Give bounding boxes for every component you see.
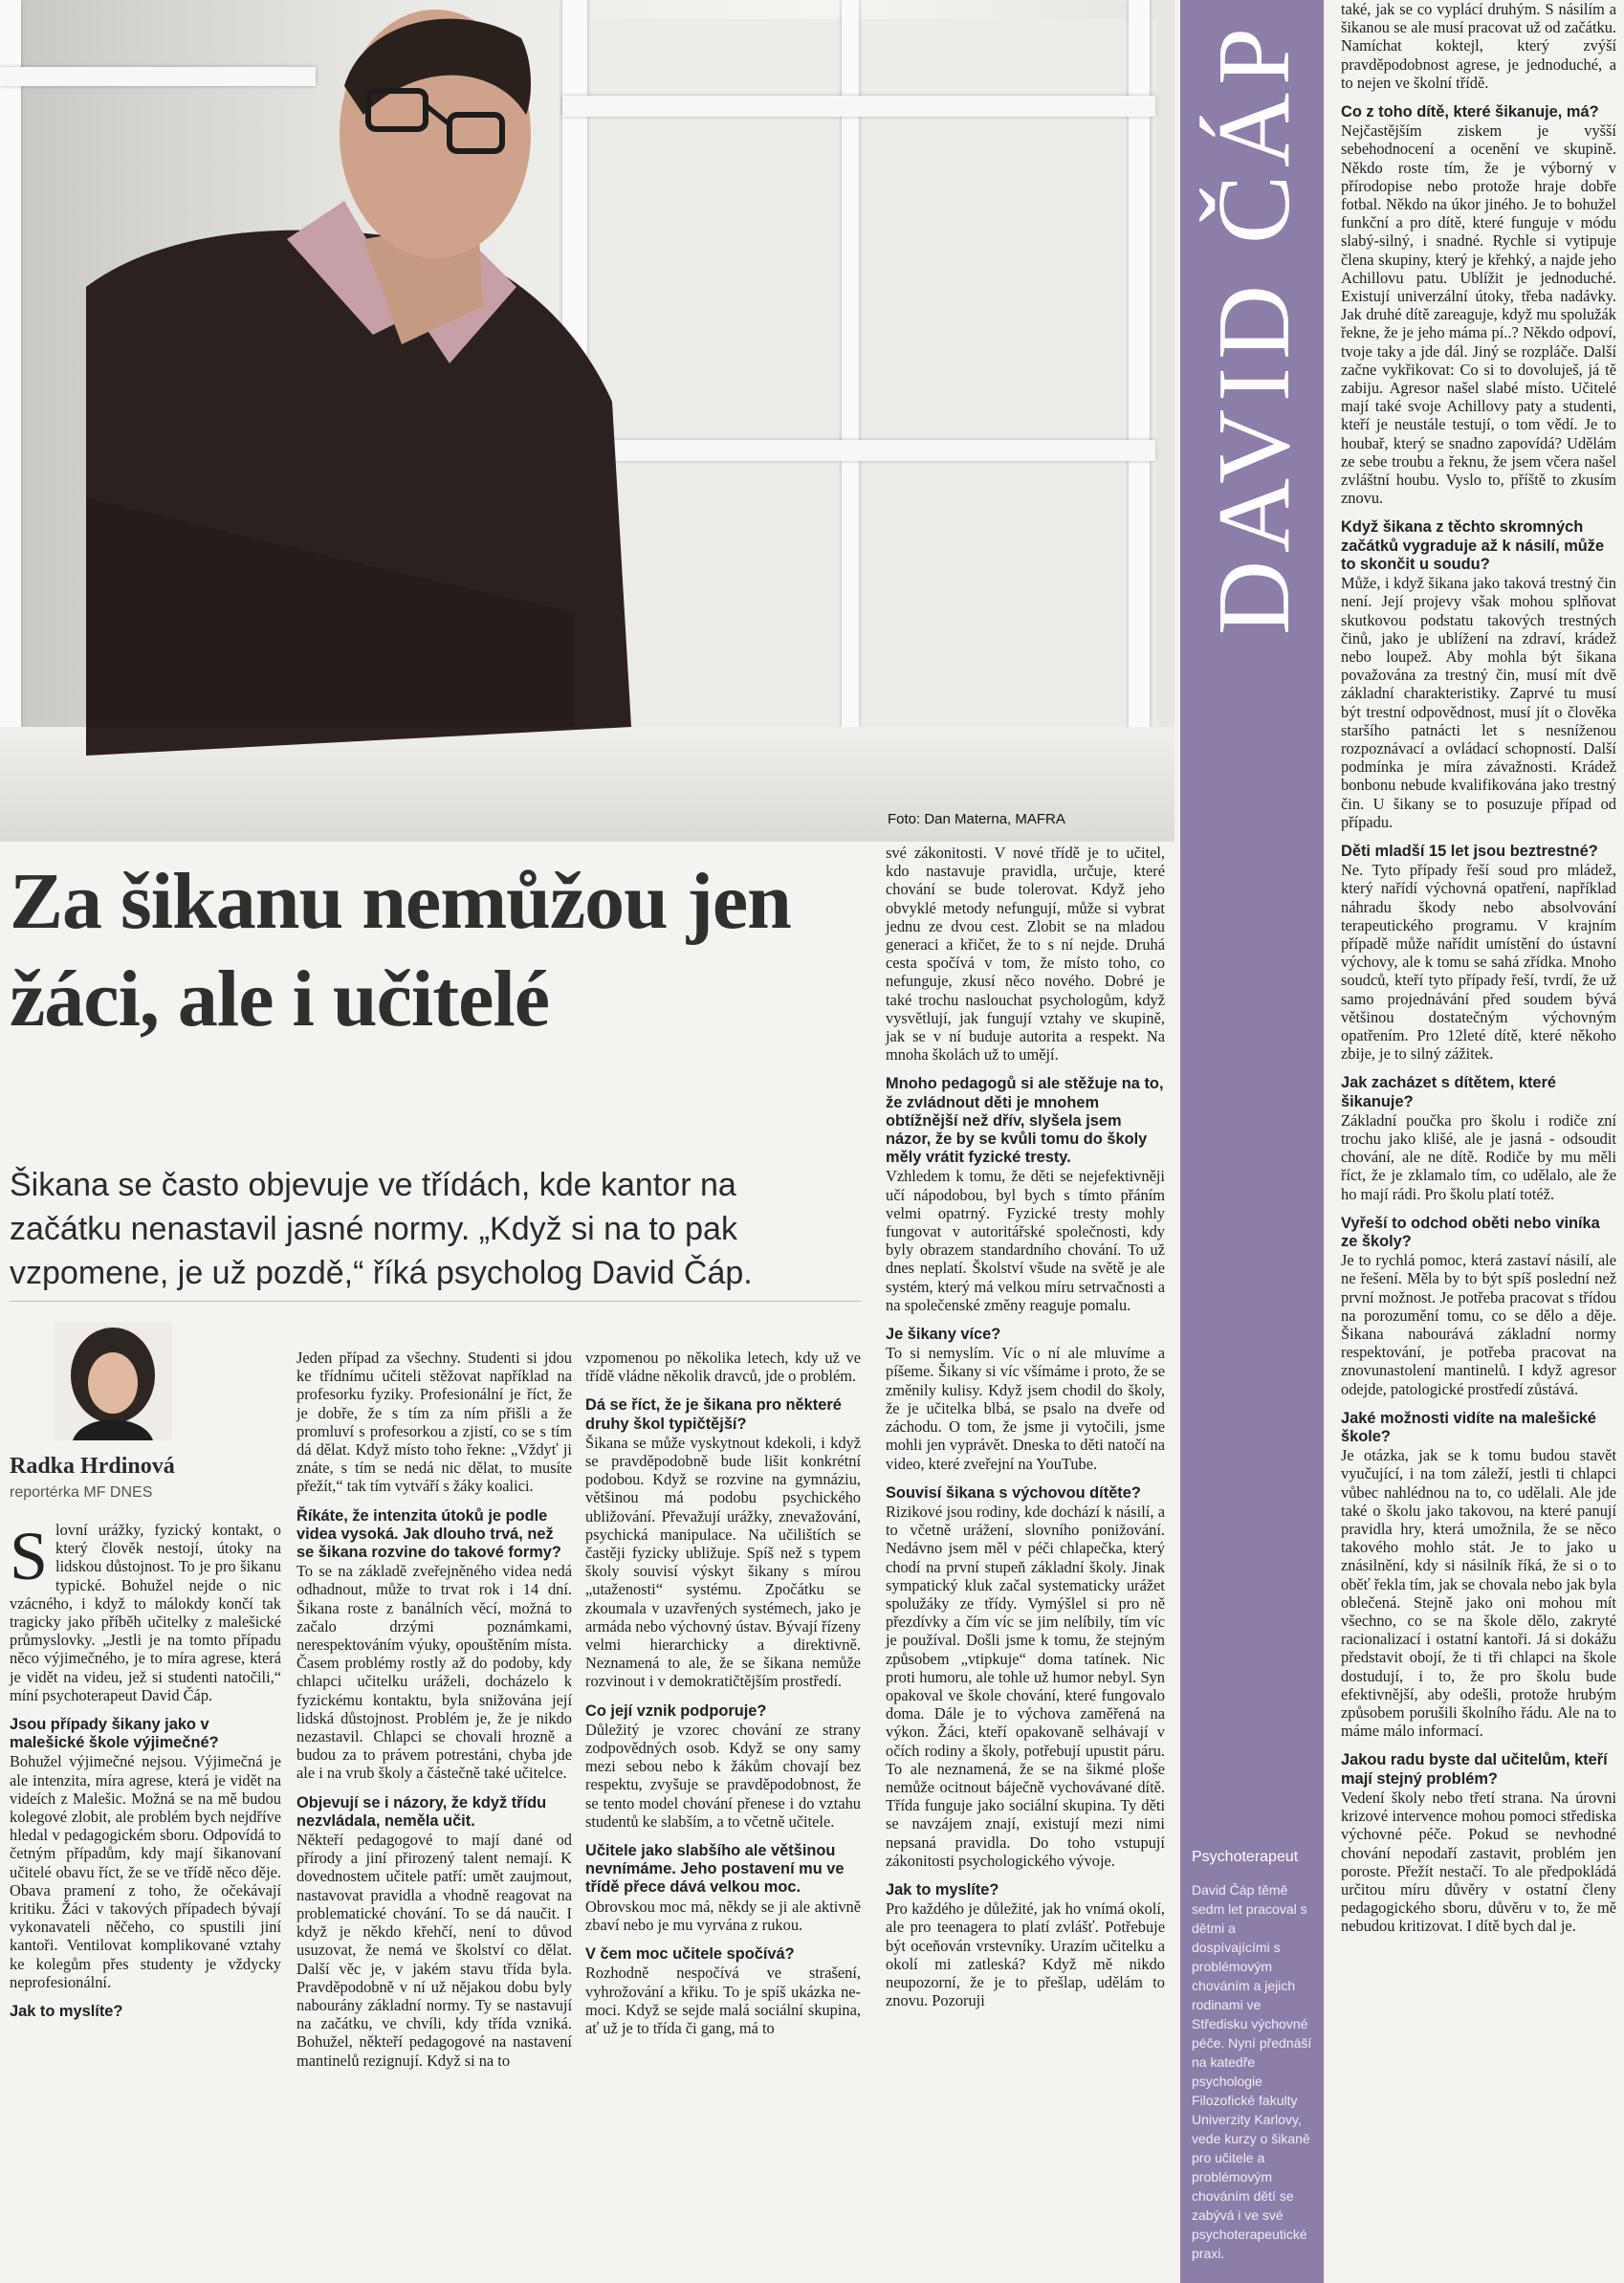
divider: [10, 1301, 861, 1302]
text-column-3: [585, 1349, 861, 2037]
answer: Důležitý je vzorec chování ze strany zodpovědných osob. Když se ony samy mezi sebou nebo k žákům chovají bez respektu, zvyšuje se pravděpodobnost, že se tento model chování přenese i do vztahu studentů ke slabším, a to včetně učitele.: [585, 1720, 861, 1831]
author-name: Radka Hrdinová: [10, 1454, 175, 1479]
text-column-5: [1341, 0, 1616, 1936]
answer: své zákonitosti. V nové třídě je to učitel, kdo nastavuje pravidla, určuje, které chování se bude tolerovat. Když jeho obvyklé metody nefungují, může si vybrat jednu ze dvou cest. Zlobit se na mladou generaci a křičet, že to s ní nejde. Druhá cesta spočívá v tom, že místo toho, co nefunguje, zkusí něco nového. Dobré je také trochu naslouchat psychologům, když vysvětlují, jak fungují vztahy ve skupině, jak se v ní buduje autorita a respekt. Na mnoha školách už to umějí.: [886, 844, 1165, 1065]
question: Jak zacházet s dítětem, které šikanuje?: [1341, 1074, 1557, 1110]
answer: Může, i když šikana jako taková trestný čin není. Její projevy však mohou splňovat skutkovou podstatu takových trestných činů, jako je ublížení na zdraví, krádež nebo loupež. Aby mohla být šikana považována za trestný čin, musí mít dvě základní charakteristiky. Zaprvé tu musí být trestní odpovědnost, musí jít o člověka staršího patnácti let s nesníženou rozpoznávací a ovládací schopností. Další podmínka je míra závažnosti. Krádež bonbonu nebude kvalifikována jako trestný čin. U šikany se to posuzuje případ od případu.: [1341, 574, 1616, 831]
sidebar-label: Psychoterapeut: [1192, 1849, 1299, 1865]
question: V čem moc učitele spočívá?: [585, 1945, 795, 1964]
question: Jakou radu byste dal učitelům, kteří mají stejný problém?: [1341, 1751, 1608, 1788]
answer: Šikana se může vyskytnout kdekoli, i když se pravděpodobně bude lišit konkrétní podobou. Když se rozvine na gymnáziu, většinou má podobu psychického ubližování. Převažují urážky, znevažování, psychická manipulace. Na učilištích se častěji fyzicky ubližuje. Spíš než s typem školy souvisí výskyt šikany s mírou „utaženosti“ systému. Zpočátku se zkoumala v uzavřených systémech, jako je armáda nebo výchovný ústav. Bývají řízeny velmi hierarchicky a direktivně. Neznamená to ale, že se šikana nemůže rozvinout i v demokratičtějším prostředí.: [585, 1433, 861, 1691]
question: Jaké možnosti vidíte na malešické škole?: [1341, 1409, 1596, 1446]
answer: To si nemyslím. Víc o ní ale mluvíme a píšeme. Šikany si víc všímáme i proto, že se změnily kulisy. Když jsem chodil do školy, že je učitelka blbá, se psalo na dveře od záchodu. O tom, že jsme ji vytočili, jsme mohli jen vyprávět. Dneska to děti natočí na video, které zveřejní na YouTube.: [886, 1344, 1165, 1473]
answer: Obrovskou moc má, někdy se ji ale aktivně zbaví nebo je mu vyrvána z rukou.: [585, 1897, 861, 1934]
question: Vyřeší to odchod oběti nebo viníka ze školy?: [1341, 1214, 1600, 1250]
article-photo: [0, 0, 1174, 842]
question: Mnoho pedagogů si ale stěžuje na to, že zvládnout děti je mnohem obtížnější než dřív, slyšela jsem názor, že by se kvůli tomu do školy měly vrátit fyzické tresty.: [886, 1075, 1164, 1167]
answer: Rozhodně nespočívá ve strašení, vyhrožování a křiku. To je spíš ukázka ne-moci. Když se sejde malá sociální skupina, ať už je to třída či gang, má to: [585, 1964, 861, 2037]
answer: vzpomenou po několika letech, kdy už ve třídě vládne několik dravců, jde o problém.: [585, 1349, 861, 1386]
answer: Nejčastějším ziskem je vyšší sebehodnocení a ocenění ve skupině. Někdo roste tím, že je výborný v přírodopise nebo protože hraje dobře fotbal. Někdo na úkor jiného. Je to bohužel funkční a pro dítě, které funguje v módu slabý-silný, i snadné. Rychle si vytipuje člena skupiny, který je křehký, a najde jeho Achillovu patu. Ublížit je jednoduché. Existují univerzální útoky, třeba nadávky. Jak druhé dítě zareaguje, když mu spolužák řekne, že je jeho máma pí..? Někdo odpoví, tvoje taky a jde dál. Jiný se rozpláče. Další začne vykřikovat: Co si to dovoluješ, já tě zabiju. Agresor našel slabé místo. Učitelé mají také svoje Achillovy paty a studenti, kteří je neustále testují, o tom vědí. Je to houbař, který se snadno zapovídá? Udělám ze sebe troubu a řeknu, že jsem včera našel zvláštní houbu. Vyslo to, příště to zkusím znovu.: [1341, 121, 1616, 508]
answer: Bohužel výjimečné nejsou. Výjimečná je ale intenzita, míra agrese, která je vidět na videích z Malešic. Možná se na mě budou kolegové zlobit, ale problém bych nejdříve hledal v pedagogickém sboru. Odpovídá to četným případům, kdy mají šikanovaní učitelé obavu říct, že se ve třídě něco děje. Obava pramení z toho, že očekávají kritiku. Žáci v takových případech bývají vykonavateli něčeho, co spustili jiní kantoři. Ventilovat komplikované vztahy ke kolegům přes studenty je vždycky neprofesionální.: [10, 1752, 281, 1991]
answer: Vedení školy nebo třetí strana. Na úrovni krizové intervence mohou pomoci střediska výchovné péče. Pokud se nevhodné chování nepodaří zastavit, problém jen poroste. Přežít nestačí. To ale předpokládá určitou míru důvěry v ostatní členy pedagogického sboru, důvěru v to, že mě nebudou kritizovat. I dítě bych dal je.: [1341, 1788, 1616, 1936]
text-column-2: [296, 1349, 572, 2070]
answer: Vzhledem k tomu, že děti se nejefektivněji učí nápodobou, byl bych s tímto přáním velmi opatrný. Fyzické tresty mohly fungovat v autoritářské společnosti, kdy byly obrazem standardního chování. To už dnes neplatí. Školství všude na světě je ale systém, který má velkou míru setrvačnosti a na společenské změny reaguje pomalu.: [886, 1167, 1165, 1314]
question: Dá se říct, že je šikana pro některé druhy škol typičtější?: [585, 1396, 842, 1433]
question: Říkáte, že intenzita útoků je podle videa vysoká. Jak dlouho trvá, než se šikana rozvine do takové formy?: [296, 1506, 561, 1562]
answer: Někteří pedagogové to mají dané od přírody a jiní přirozený talent nemají. K dovednostem učitele patří: umět zaujmout, nastavovat pravidla a vhodně reagovat na problematické chování. To se dá naučit. I když je někdo křehčí, není to důvod usuzovat, že nemá ve školství co dělat. Další věc je, v jakém stavu třída byla. Pravděpodobně v ní už nějakou dobu byly nabourány základní normy. Ty se nastavují na začátku, ve chvíli, kdy třída vzniká. Bohužel, někteří pedagogové na nastavení mantinelů rezignují. Když si na to: [296, 1831, 572, 2070]
answer: Základní poučka pro školu i rodiče zní trochu jako klišé, ale je jasná - odsoudit chování, ale ne dítě. Rodiče by mu měli říct, že je zklamalo tím, co udělalo, ale že ho mají rádi. Pro školu platí totéž.: [1341, 1110, 1616, 1203]
answer: Je otázka, jak se k tomu budou stavět vyučující, i na tom záleží, jestli ti chlapci vůbec nahlédnou na to, co udělali. Ale jde také o školu jako takovou, na které panují pravidla hry, která umožnila, že se něco takového mohlo stát. Je to jako u znásilnění, kdy si násilník říká, že si o to oběť řekla tím, jak se chovala nebo jak byla oblečená. Stejně jako oni mohou mít všechno, co se na škole dělo, zakryté racionalizací i ostatní kantoři. Já si dokážu představit obojí, že ti tři chlapci na škole dostudují, i to, že pro školu bude efektivnější, aby odešli, protože hrubým způsobem porušili školního řádu. Ale na to máme málo informací.: [1341, 1446, 1616, 1741]
question: Jak to myslíte?: [886, 1880, 999, 1899]
question: Souvisí šikana s výchovou dítěte?: [886, 1483, 1141, 1502]
answer: Rizikové jsou rodiny, kde dochází k násilí, a to včetně urážení, slovního ponižování. Nedávno jsem měl v péči chlapečka, který chodí na první stupeň základní školy. Jinak sympatický kluk začal systematicky urážet spolužáky ze třídy. Vymýšlel si pro ně přezdívky a čím víc se jim nelíbily, tím víc je používal. Došli jsme k tomu, že stejným způsobem „vtipkuje“ doma tatínek. Nic proti humoru, ale tohle už humor nebyl. Syn opakoval ve škole chování, které fungovalo doma. Dále je to výchova zaměřená na výkon. Žáci, kteří opakovaně selhávají v očích rodiny a školy, potřebují upustit páru. To ale neznamená, že se na šikmé ploše nemůže ocitnout báječně vychovávané dítě. Třída funguje jako sociální skupina. Ty děti se navzájem znají, existují mezi nimi nepsaná pravidla. Do toho vstupují zákonitosti psychologického vývoje.: [886, 1502, 1165, 1870]
dropcap: S: [10, 1518, 49, 1594]
author-role: reportérka MF DNES: [10, 1484, 153, 1501]
question: Objevují se i názory, že když třídu nezvládala, neměla učit.: [296, 1793, 547, 1830]
photo-caption: Foto: Dan Materna, MAFRA: [888, 811, 1065, 827]
question: Jak to myslíte?: [10, 2003, 123, 2021]
answer: také, jak se co vyplácí druhým. S násilím a šikanou se ale musí pracovat už od začátku. Namíchat koktejl, který zvýší pravděpodobnost agrese, je jednoduché, a to nejen ve školní třídě.: [1341, 0, 1616, 92]
question: Co z toho dítě, které šikanuje, má?: [1341, 103, 1599, 121]
question: Jsou případy šikany jako v malešické škole výjimečné?: [10, 1716, 219, 1752]
sidebar-bio: David Čáp těmě sedm let pracoval s dětmi a dospívajícími s problémovým chováním a jejich rodinami ve Středisku výchovné péče. Nyní přednáší na katedře psychologie Filozofické fakulty Univerzity Karlovy, vede kurzy o šikaně pro učitele a problémovým chováním dětí se zabývá i ve své psychoterapeutické praxi.: [1192, 1882, 1312, 2261]
intro-paragraph: lovní urážky, fyzický kontakt, o který člověk nestojí, útoky na lidskou důstojnost. To je pro šikanu typické. Bohužel nejde o nic vzácného, i když to málokdy končí tak tragicky jako příběh učitelky z malešické průmyslovky. „Jestli je na tomto případu něco výjimečného, je to míra agrese, která je vidět na videu, jež si studenti natočili,“ míní psychoterapeut David Čáp.: [10, 1521, 281, 1704]
text-column-1: [10, 1518, 281, 2021]
question: Co její vznik podporuje?: [585, 1701, 767, 1720]
answer: Ne. Tyto případy řeší soud pro mládež, který nařídí výchovná opatření, například náhradu škody nebo absolvování terapeutického programu. V krajním případě může nařídit umístění do ústavní výchovy, ale k tomu se sahá zřídka. Mnoho soudců, kteří tyto případy řeší, tvrdí, že už samo projednávání před soudem bývá většinou dostatečným výchovným opatřením. Pro 12leté dítě, které někoho zbije, je to silný zážitek.: [1341, 861, 1616, 1064]
lead-paragraph: Šikana se často objevuje ve třídách, kde kantor na začátku nenastavil jasné normy. „Když si na to pak vzpomene, je už pozdě,“ říká psycholog David Čáp.: [10, 1167, 753, 1291]
answer: Jeden případ za všechny. Studenti si jdou ke třídnímu učiteli stěžovat například na profesorku fyziky. Profesionální je říct, že je dobře, že s tím za ním přišli a že promluví s profesorkou a zjistí, co se s tím dá dělat. Když místo toho řekne: „Vždyť ji znáte, s tím se nedá nic dělat, to musíte přežít,“ tak tím vytváří s žáky koalici.: [296, 1349, 572, 1496]
psychologist-portrait: [0, 0, 1174, 842]
question: Když šikana z těchto skromných začátků vygraduje až k násilí, může to skončit u soudu?: [1341, 518, 1605, 573]
question: Je šikany více?: [886, 1326, 1001, 1344]
answer: Pro každého je důležité, jak ho vnímá okolí, ale pro teenagera to platí zvlášť. Potřebuje být oceňován vrstevníky. Urazím učitelku a okolí mi zatleská? Když mě nikdo neupozorní, že je to přešlap, udělám to znovu. Pozoruji: [886, 1899, 1165, 2010]
headline: Za šikanu nemůžou jen žáci, ale i učitelé: [10, 857, 791, 1043]
question: Děti mladší 15 let jsou beztrestné?: [1341, 842, 1598, 860]
author-avatar: [54, 1322, 172, 1440]
answer: Je to rychlá pomoc, která zastaví násilí, ale ne řešení. Měla by to být spíš poslední než první možnost. Je potřeba pracovat s třídou na porozumění tomu, co se dělo a děje. Šikana nabourává základní normy respektování, je potřeba pracovat na znovunastolení mantinelů. I když agresor odejde, patologické prostředí zůstává.: [1341, 1251, 1616, 1398]
answer: To se na základě zveřejněného videa nedá odhadnout, může to trvat rok i 14 dní. Šikana roste z banálních věcí, možná to začalo drzými poznámkami, nerespektováním výuky, opouštěním místa. Časem problémy rostly až do podoby, kdy chlapci učitelku uráželi, docházelo k fyzickému kontaktu, byla snižována její lidská důstojnost. Problém je, že je nikdo nezastavil. Chlapci se chovali hrozně a budou za to právem potrestáni, chyba jde ale i na vrub školy a částečně také učitelce.: [296, 1562, 572, 1783]
sidebar-name: DAVID ČÁP: [1197, 19, 1311, 635]
text-column-4: [886, 844, 1165, 2009]
question: Učitele jako slabšího ale většinou nevnímáme. Jeho postavení mu ve třídě přece dává velkou moc.: [585, 1842, 845, 1897]
